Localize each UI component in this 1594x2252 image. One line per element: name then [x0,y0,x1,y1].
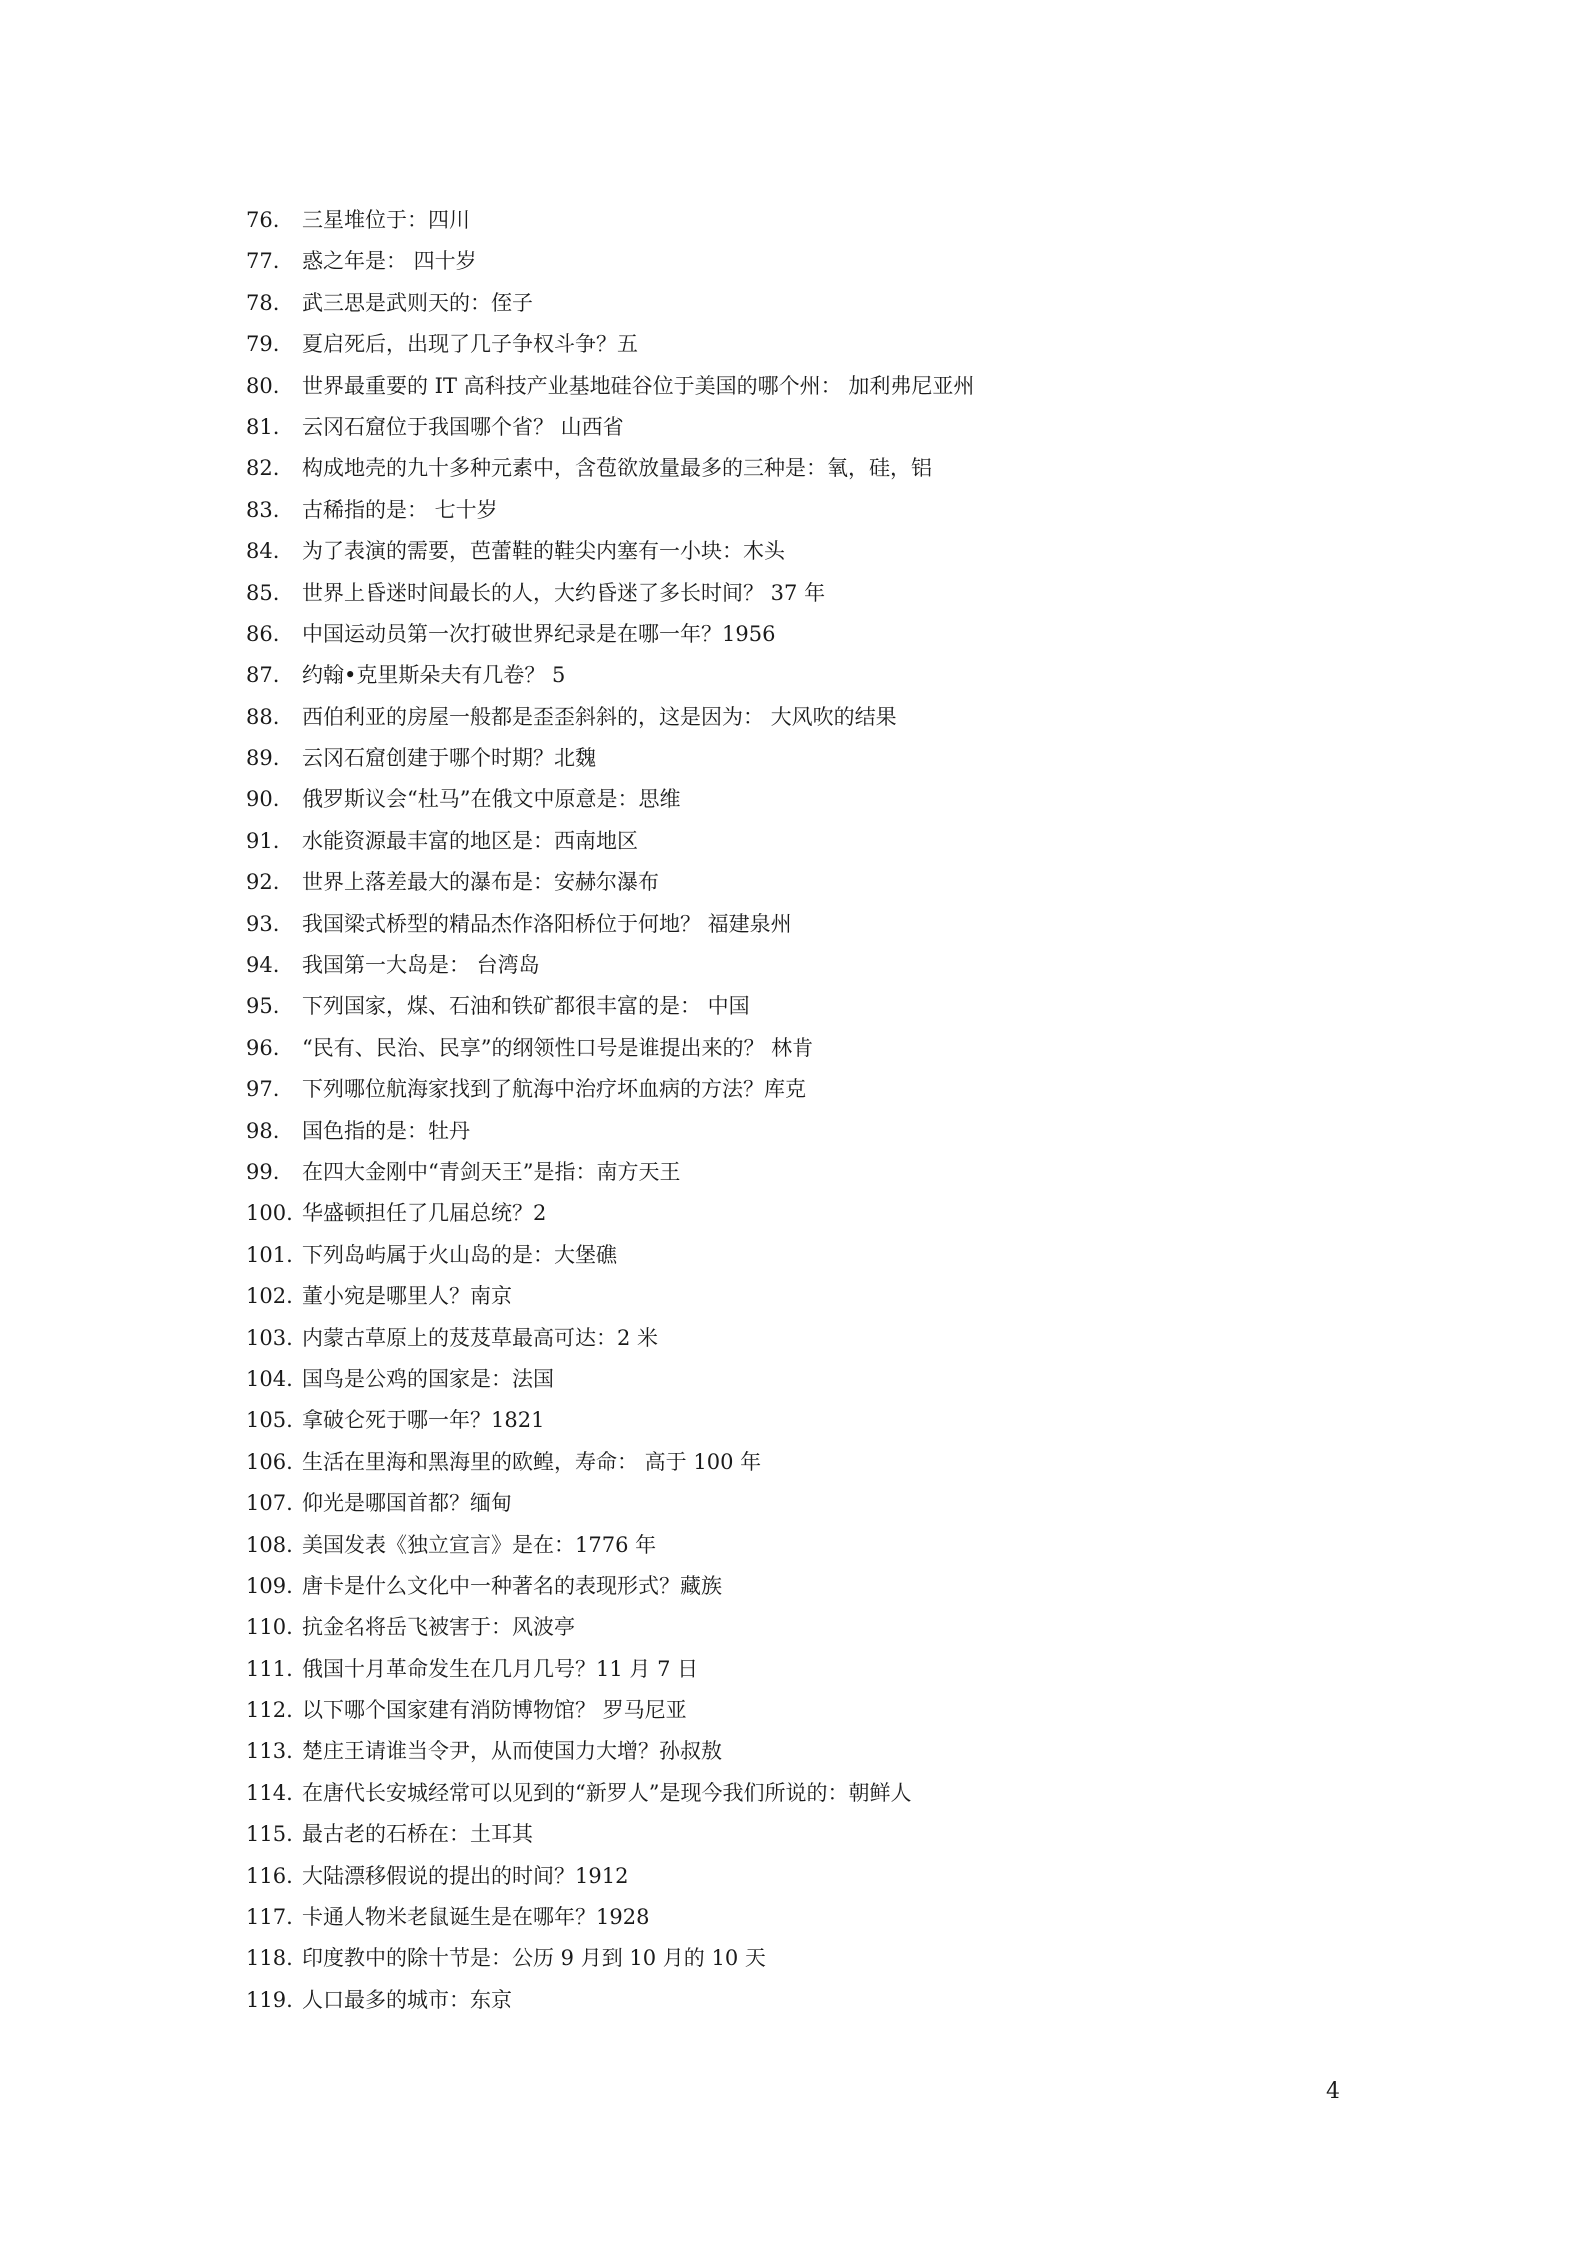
item-number: 102. [246,1284,293,1309]
list-item [246,1235,1426,1276]
list-item [246,1731,1426,1772]
item-number: 81. [246,414,280,439]
item-number: 91. [246,828,280,853]
item-text: 中国运动员第一次打破世界纪录是在哪一年？1956 [302,621,776,646]
item-text: 我国第一大岛是： 台湾岛 [302,953,540,978]
item-number: 107. [246,1491,293,1516]
item-number: 79. [246,332,280,357]
list-item [246,573,1426,614]
item-number: 110. [246,1615,293,1640]
list-item [246,241,1426,282]
item-number: 87. [246,663,280,688]
item-text: 水能资源最丰富的地区是：西南地区 [302,828,638,853]
item-number: 109. [246,1573,293,1598]
list-item [246,1980,1426,2021]
item-text: “民有、民治、民享”的纲领性口号是谁提出来的？ 林肯 [302,1035,814,1060]
item-number: 104. [246,1366,293,1391]
item-text: 人口最多的城市：东京 [302,1987,512,2012]
item-number: 111. [246,1656,293,1681]
list-item [246,1400,1426,1441]
list-item [246,1773,1426,1814]
item-text: 俄罗斯议会“杜马”在俄文中原意是：思维 [302,787,681,812]
item-number: 118. [246,1946,293,1971]
list-item [246,1442,1426,1483]
item-number: 100. [246,1201,293,1226]
list-item [246,407,1426,448]
item-number: 99. [246,1159,280,1184]
item-text: 国鸟是公鸡的国家是：法国 [302,1366,554,1391]
item-number: 103. [246,1325,293,1350]
item-text: 印度教中的除十节是：公历 9 月到 10 月的 10 天 [302,1946,766,1971]
item-number: 82. [246,456,280,481]
list-item [246,1028,1426,1069]
item-number: 92. [246,870,280,895]
list-item [246,1193,1426,1234]
item-number: 113. [246,1739,293,1764]
item-text: 美国发表《独立宣言》是在：1776 年 [302,1532,657,1557]
list-item [246,1276,1426,1317]
list-item [246,366,1426,407]
item-number: 105. [246,1408,293,1433]
item-text: 在四大金刚中“青剑天王”是指：南方天王 [302,1159,681,1184]
item-text: 在唐代长安城经常可以见到的“新罗人”是现今我们所说的：朝鲜人 [302,1780,912,1805]
item-number: 84. [246,539,280,564]
item-number: 86. [246,621,280,646]
item-text: 生活在里海和黑海里的欧鳇，寿命： 高于 100 年 [302,1449,762,1474]
item-text: 仰光是哪国首都？缅甸 [302,1491,512,1516]
item-text: 内蒙古草原上的芨芨草最高可达：2 米 [302,1325,659,1350]
item-text: 武三思是武则天的：侄子 [302,290,533,315]
item-number: 119. [246,1987,293,2012]
list-item [246,1566,1426,1607]
list-item [246,200,1426,241]
list-item [246,655,1426,696]
list-item [246,1069,1426,1110]
item-number: 76. [246,208,280,232]
item-text: 楚庄王请谁当令尹，从而使国力大增？孙叔敖 [302,1739,722,1764]
item-text: 俄国十月革命发生在几月几号？11 月 7 日 [302,1656,699,1681]
item-text: 世界最重要的 IT 高科技产业基地硅谷位于美国的哪个州： 加利弗尼亚州 [302,373,975,398]
list-item [246,1607,1426,1648]
item-text: 世界上落差最大的瀑布是：安赫尔瀑布 [302,870,659,895]
item-text: 古稀指的是： 七十岁 [302,497,498,522]
list-item [246,1649,1426,1690]
item-text: 董小宛是哪里人？南京 [302,1284,512,1309]
item-number: 93. [246,911,280,936]
qa-list [246,200,1426,2021]
item-text: 最古老的石桥在：土耳其 [302,1822,533,1847]
list-item [246,821,1426,862]
item-number: 112. [246,1698,293,1723]
item-text: 大陆漂移假说的提出的时间？1912 [302,1863,629,1888]
item-text: 下列哪位航海家找到了航海中治疗坏血病的方法？库克 [302,1077,806,1102]
list-item [246,862,1426,903]
list-item [246,1856,1426,1897]
list-item [246,779,1426,820]
item-text: 构成地壳的九十多种元素中，含苞欲放量最多的三种是：氧，硅，铝 [302,456,932,481]
item-text: 华盛顿担任了几届总统？2 [302,1201,547,1226]
item-number: 116. [246,1863,293,1888]
item-text: 为了表演的需要，芭蕾鞋的鞋尖内塞有一小块：木头 [302,539,785,564]
item-text: 下列国家，煤、石油和铁矿都很丰富的是： 中国 [302,994,750,1019]
list-item [246,531,1426,572]
list-item [246,1483,1426,1524]
list-item [246,448,1426,489]
item-text: 云冈石窟位于我国哪个省？ 山西省 [302,414,624,439]
item-text: 我国梁式桥型的精品杰作洛阳桥位于何地？ 福建泉州 [302,911,792,936]
item-text: 云冈石窟创建于哪个时期？北魏 [302,746,596,771]
item-text: 西伯利亚的房屋一般都是歪歪斜斜的，这是因为： 大风吹的结果 [302,704,897,729]
page-number: 4 [1326,2079,1340,2104]
list-item [246,283,1426,324]
list-item [246,1152,1426,1193]
item-text: 唐卡是什么文化中一种著名的表现形式？藏族 [302,1573,722,1598]
list-item [246,1525,1426,1566]
list-item [246,1938,1426,1979]
item-number: 106. [246,1449,293,1474]
list-item [246,697,1426,738]
item-number: 98. [246,1118,280,1143]
item-text: 三星堆位于：四川 [302,208,470,232]
item-text: 世界上昏迷时间最长的人，大约昏迷了多长时间？ 37 年 [302,580,826,605]
item-number: 78. [246,290,280,315]
item-number: 94. [246,953,280,978]
list-item [246,1690,1426,1731]
item-text: 约翰•克里斯朵夫有几卷？ 5 [302,663,566,688]
list-item [246,1359,1426,1400]
item-number: 77. [246,249,280,274]
list-item [246,324,1426,365]
item-number: 85. [246,580,280,605]
list-item [246,738,1426,779]
list-item [246,614,1426,655]
item-number: 88. [246,704,280,729]
list-item [246,1318,1426,1359]
item-number: 95. [246,994,280,1019]
item-number: 89. [246,746,280,771]
list-item [246,945,1426,986]
item-text: 惑之年是： 四十岁 [302,249,477,274]
item-number: 83. [246,497,280,522]
item-text: 卡通人物米老鼠诞生是在哪年？1928 [302,1905,650,1930]
list-item [246,490,1426,531]
item-text: 以下哪个国家建有消防博物馆？ 罗马尼亚 [302,1698,687,1723]
list-item [246,904,1426,945]
item-text: 夏启死后，出现了几子争权斗争？五 [302,332,638,357]
item-number: 97. [246,1077,280,1102]
list-item [246,1111,1426,1152]
item-text: 拿破仑死于哪一年？1821 [302,1408,545,1433]
item-number: 96. [246,1035,280,1060]
item-text: 下列岛屿属于火山岛的是：大堡礁 [302,1242,617,1267]
list-item [246,1814,1426,1855]
item-number: 114. [246,1780,293,1805]
item-number: 115. [246,1822,293,1847]
list-item [246,1897,1426,1938]
item-text: 国色指的是：牡丹 [302,1118,470,1143]
item-text: 抗金名将岳飞被害于：风波亭 [302,1615,575,1640]
item-number: 101. [246,1242,293,1267]
list-item [246,986,1426,1027]
item-number: 117. [246,1905,293,1930]
item-number: 80. [246,373,280,398]
item-number: 90. [246,787,280,812]
item-number: 108. [246,1532,293,1557]
